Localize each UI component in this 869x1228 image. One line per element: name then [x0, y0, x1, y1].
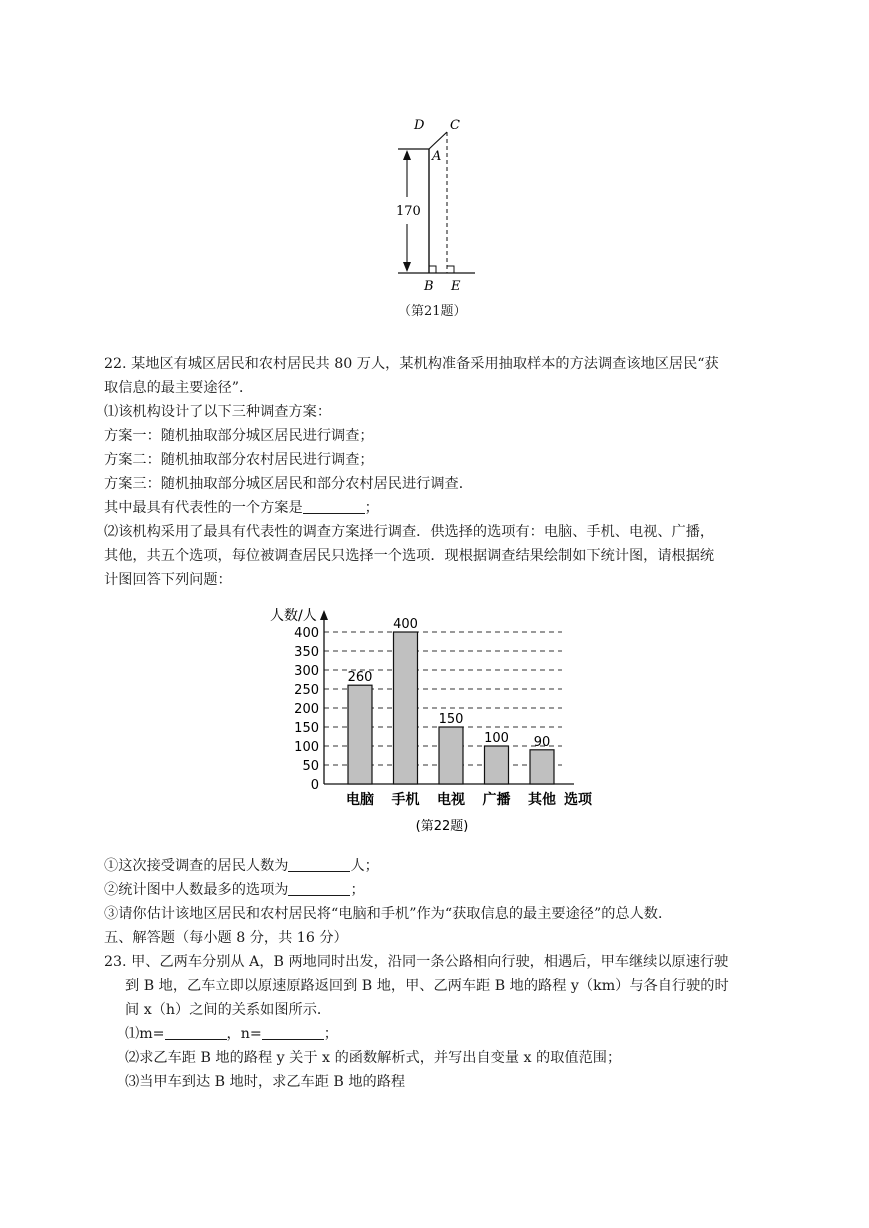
y-tick-label: 200 [294, 702, 319, 717]
q23-sub1-n: ，n= [226, 1026, 262, 1042]
q23-sub3: ⑶当甲车到达 B 地时，求乙车距 B 地的路程 [125, 1074, 406, 1090]
y-tick-label: 100 [294, 740, 319, 755]
q22-line: 计图回答下列问题： [104, 572, 232, 588]
y-tick-label: 350 [294, 645, 319, 660]
q22-sub1 [104, 854, 804, 878]
label-D: D [414, 118, 425, 133]
q22-sub2-text: ②统计图中人数最多的选项为 [104, 882, 289, 898]
bar-value-label: 260 [347, 670, 373, 686]
q22-blank-line [104, 496, 774, 520]
bar-value-label: 400 [393, 617, 418, 632]
q23-line: 23. 甲、乙两车分别从 A，B 两地同时出发，沿同一条公路相向行驶，相遇后，甲车继续以原速行驶 [104, 954, 729, 970]
q22-sub2-suffix: ； [350, 882, 365, 898]
bar-value-label: 90 [533, 734, 551, 750]
answer-blank[interactable] [262, 1025, 324, 1040]
q22-sub2 [104, 878, 804, 902]
label-C: C [450, 118, 460, 133]
x-tick-label: 手机 [391, 792, 420, 808]
bar [485, 746, 509, 784]
questions-after-chart [104, 854, 804, 1094]
q22-sub1-text: ①这次接受调查的居民人数为 [104, 858, 289, 874]
q23-sub1-m: ⑴m= [125, 1026, 165, 1042]
label-A: A [432, 149, 442, 164]
x-axis-label: 选项 [564, 792, 592, 808]
x-tick-label: 广播 [482, 792, 511, 808]
answer-blank[interactable] [165, 1025, 227, 1040]
bar-value-label: 100 [484, 731, 509, 746]
y-tick-label: 250 [294, 683, 319, 698]
x-tick-label: 电视 [437, 792, 465, 808]
bar [348, 685, 372, 784]
bar [439, 727, 463, 784]
q22-sub3: ③请你估计该地区居民和农村居民将“电脑和手机”作为“获取信息的最主要途径”的总人数． [104, 906, 673, 922]
bar [394, 632, 418, 784]
q22-sub1-suffix: 人； [350, 858, 379, 874]
q22-line: 22. 某地区有城区居民和农村居民共 80 万人，某机构准备采用抽取样本的方法调查该地区居民“获 [104, 356, 719, 372]
q23-sub1 [104, 1022, 804, 1046]
q22-blank-suffix: ； [364, 500, 379, 516]
figure-21-caption: （第21题） [398, 304, 467, 319]
y-axis-label: 人数/人 [270, 608, 317, 624]
q23-sub1-end: ； [323, 1026, 338, 1042]
y-tick-label: 50 [302, 759, 319, 774]
section-heading: 五、解答题（每小题 8 分，共 16 分） [104, 930, 348, 946]
label-E: E [451, 279, 461, 294]
q23-line: 间 x（h）之间的关系如图所示． [125, 1002, 332, 1018]
q22-line: 方案二：随机抽取部分农村居民进行调查； [104, 452, 374, 468]
q22-line: 取信息的最主要途径”． [104, 380, 254, 396]
q22-line: ⑴该机构设计了以下三种调查方案： [104, 404, 332, 420]
question-22 [104, 352, 774, 592]
x-tick-label: 其他 [528, 792, 556, 808]
y-tick-label: 0 [310, 778, 319, 793]
figure-21 [380, 112, 490, 322]
q22-line: ⑵该机构采用了最具有代表性的调查方案进行调查．供选择的选项有：电脑、手机、电视、广播， [104, 524, 715, 540]
height-label: 170 [396, 204, 421, 219]
x-tick-label: 电脑 [346, 792, 374, 808]
q22-line: 方案一：随机抽取部分城区居民进行调查； [104, 428, 374, 444]
q23-sub2: ⑵求乙车距 B 地的路程 y 关于 x 的函数解析式，并写出自变量 x 的取值范围； [125, 1050, 622, 1066]
answer-blank[interactable] [303, 499, 365, 514]
y-tick-label: 300 [294, 664, 319, 679]
bar-chart-22 [262, 608, 602, 838]
answer-blank[interactable] [288, 881, 350, 896]
answer-blank[interactable] [288, 857, 350, 872]
q22-line: 其他，共五个选项，每位被调查居民只选择一个选项．现根据调查结果绘制如下统计图，请根据统 [104, 548, 715, 564]
y-tick-label: 400 [294, 626, 319, 641]
q22-blank-prefix: 其中最具有代表性的一个方案是 [104, 500, 303, 516]
label-B: B [424, 279, 434, 294]
q23-line: 到 B 地，乙车立即以原速原路返回到 B 地，甲、乙两车距 B 地的路程 y（km）与各自行驶的时 [125, 978, 729, 994]
bar-value-label: 150 [438, 712, 464, 727]
y-tick-label: 150 [294, 721, 319, 736]
bar [530, 750, 554, 784]
q22-line: 方案三：随机抽取部分城区居民和部分农村居民进行调查． [104, 476, 473, 492]
y-axis-arrow [320, 610, 328, 620]
chart-caption: (第22题) [415, 819, 469, 834]
